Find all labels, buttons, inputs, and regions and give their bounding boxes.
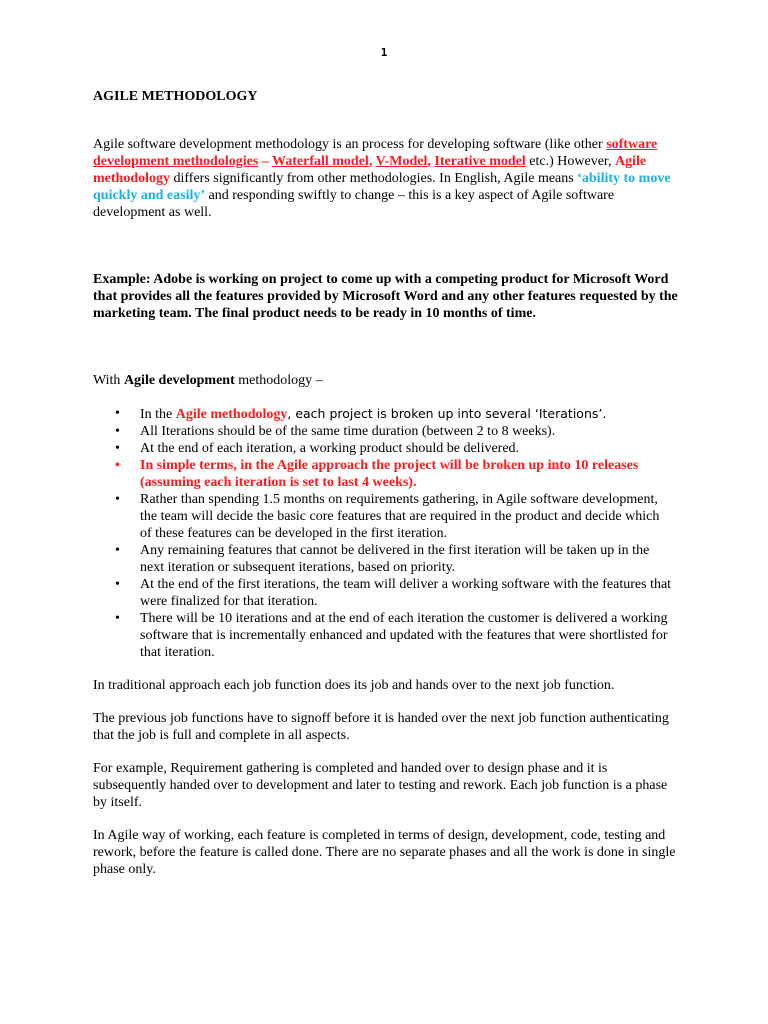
list-item — [93, 405, 673, 423]
intro-dash: – — [258, 154, 273, 169]
document-body — [93, 88, 679, 878]
with-prefix: With — [93, 373, 124, 388]
example-paragraph: Example: Adobe is working on project to come up with a competing product for Microsoft Word that provides all the features provided by Microsoft Word and any other features requested by the marketing team. The final product needs to be ready in 10 months of time. — [93, 272, 678, 321]
intro-paragraph — [93, 136, 675, 221]
list-item: • Rather than spending 1.5 months on requirements gathering, in Agile software development, the team will decide the basic core features that are required in the product and decide which of these features can be developed in the first iteration. — [93, 491, 673, 542]
link-iterative-model[interactable]: Iterative model — [434, 154, 526, 169]
page-number: 1 — [380, 46, 388, 59]
example-phases-paragraph: For example, Requirement gathering is completed and handed over to design phase and it is subsequently handed over to development and later to testing and rework. Each job function is a phase by itself. — [93, 761, 668, 810]
agile-methodology-highlight: Agile methodology — [93, 154, 647, 186]
list-item: • There will be 10 iterations and at the end of each iteration the customer is delivered a working software that is incrementally enhanced and updated with the features that were shortlisted for that iteration. — [93, 610, 673, 661]
link-waterfall-model[interactable]: Waterfall model — [272, 154, 369, 169]
list-item: • All Iterations should be of the same time duration (between 2 to 8 weeks). — [93, 423, 673, 440]
list-item-emphasis: • In simple terms, in the Agile approach the project will be broken up into 10 releases (assuming each iteration is set to last 4 weeks). — [93, 457, 673, 491]
agile-methodology-highlight: Agile methodology — [175, 407, 288, 422]
intro-comma: , — [368, 154, 376, 169]
bullet-text: In the — [140, 407, 176, 422]
with-agile-line — [93, 372, 679, 389]
intro-text: Agile software development methodology is an process for developing software (like other — [93, 137, 607, 152]
list-item: • At the end of the first iterations, the team will deliver a working software with the features that were finalized for that iteration. — [93, 576, 673, 610]
signoff-paragraph: The previous job functions have to signoff before it is handed over the next job function authenticating that the job is full and complete in all aspects. — [93, 711, 669, 743]
agile-way-paragraph: In Agile way of working, each feature is completed in terms of design, development, code, testing and rework, before the feature is called done. There are no separate phases and all the work is done in single phase only. — [93, 828, 676, 877]
list-item: • At the end of each iteration, a working product should be delivered. — [93, 440, 673, 457]
agile-bullet-list — [93, 405, 679, 661]
agile-definition-quote: ‘ability to move quickly and easily’ — [93, 171, 671, 203]
list-item: • Any remaining features that cannot be delivered in the first iteration will be taken up in the next iteration or subsequent iterations, based on priority. — [93, 542, 673, 576]
page-title: AGILE METHODOLOGY — [93, 89, 258, 104]
link-v-model[interactable]: V-Model — [375, 154, 428, 169]
intro-text: etc.) However, — [525, 154, 616, 169]
intro-text: differs significantly from other methodologies. In English, Agile means — [170, 171, 578, 186]
bullet-text: , each project is broken up into several ‘Iterations’. — [287, 406, 607, 421]
agile-development-bold: Agile development — [123, 373, 235, 388]
with-suffix: methodology – — [234, 373, 323, 388]
intro-comma: , — [427, 154, 435, 169]
traditional-approach-paragraph: In traditional approach each job function does its job and hands over to the next job function. — [93, 678, 615, 693]
link-software-development-methodologies[interactable]: software development methodologies — [93, 137, 658, 169]
intro-text: and responding swiftly to change – this is a key aspect of Agile software development as well. — [93, 188, 615, 220]
